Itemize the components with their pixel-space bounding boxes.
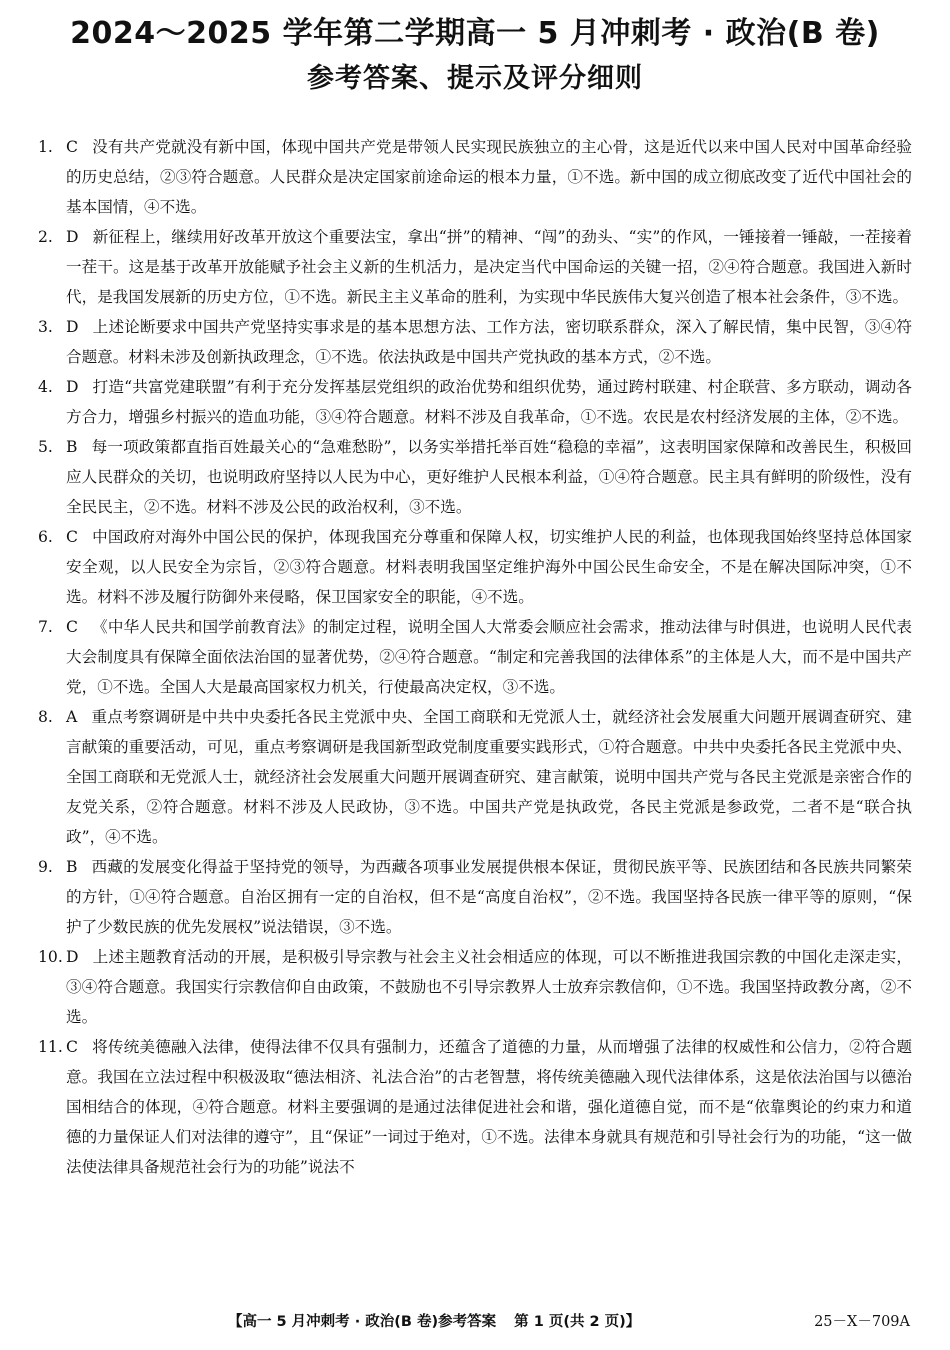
answer-item xyxy=(38,702,912,852)
answer-key: B xyxy=(66,438,78,456)
answer-number: 11. xyxy=(38,1038,63,1056)
answer-item xyxy=(38,1032,912,1182)
answer-explanation: 上述主题教育活动的开展，是积极引导宗教与社会主义社会相适应的体现，可以不断推进我国宗教的中国化走深走实，③④符合题意。我国实行宗教信仰自由政策，不鼓励也不引导宗教界人士放弃宗教信仰，①不选。我国坚持政教分离，②不选。 xyxy=(66,948,912,1026)
answer-explanation: 打造“共富党建联盟”有利于充分发挥基层党组织的政治优势和组织优势，通过跨村联建、村企联营、多方联动，调动各方合力，增强乡村振兴的造血功能，③④符合题意。材料不涉及自我革命，①不选。农民是农村经济发展的主体，②不选。 xyxy=(66,378,912,426)
footer-label xyxy=(228,1310,640,1334)
answer-key: D xyxy=(66,228,79,246)
answer-explanation: 将传统美德融入法律，使得法律不仅具有强制力，还蕴含了道德的力量，从而增强了法律的权威性和公信力，②符合题意。我国在立法过程中积极汲取“德法相济、礼法合治”的古老智慧，将传统美德融入现代法律体系，这是依法治国与以德治国相结合的体现，④符合题意。材料主要强调的是通过法律促进社会和谐，强化道德自觉，而不是“依靠舆论的约束力和道德的力量保证人们对法律的遵守”，且“保证”一词过于绝对，①不选。法律本身就具有规范和引导社会行为的功能，“这一做法使法律具备规范社会行为的功能”说法不 xyxy=(66,1038,912,1176)
answer-key: D xyxy=(66,948,79,966)
answer-number: 8. xyxy=(38,708,53,726)
answer-key: B xyxy=(66,858,78,876)
answer-item xyxy=(38,222,912,312)
page-footer xyxy=(0,1310,950,1334)
answer-item xyxy=(38,852,912,942)
page-title: 2024～2025 学年第二学期高一 5 月冲刺考 · 政治(B 卷) xyxy=(70,16,880,51)
answer-item xyxy=(38,612,912,702)
answer-explanation: 每一项政策都直指百姓最关心的“急难愁盼”，以务实举措托举百姓“稳稳的幸福”，这表明国家保障和改善民生，积极回应人民群众的关切，也说明政府坚持以人民为中心，更好维护人民根本利益，①④符合题意。民主具有鲜明的阶级性，没有全民民主，②不选。材料不涉及公民的政治权利，③不选。 xyxy=(66,438,912,516)
answer-list xyxy=(38,132,912,1182)
answer-number: 4. xyxy=(38,378,53,396)
answer-number: 3. xyxy=(38,318,53,336)
answer-key: C xyxy=(66,528,78,546)
answer-number: 5. xyxy=(38,438,53,456)
footer-exam-label: 【高一 5 月冲刺考 · 政治(B 卷)参考答案 xyxy=(228,1314,497,1330)
answer-key: C xyxy=(66,618,78,636)
answer-number: 9. xyxy=(38,858,53,876)
answer-explanation: 《中华人民共和国学前教育法》的制定过程，说明全国人大常委会顺应社会需求，推动法律与时俱进，也说明人民代表大会制度具有保障全面依法治国的显著优势，②④符合题意。“制定和完善我国的法律体系”的主体是人大，而不是中国共产党，①不选。全国人大是最高国家权力机关，行使最高决定权，③不选。 xyxy=(66,618,912,696)
answer-explanation: 新征程上，继续用好改革开放这个重要法宝，拿出“拼”的精神、“闯”的劲头、“实”的作风，一锤接着一锤敲，一茬接着一茬干。这是基于改革开放能赋予社会主义新的生机活力，是决定当代中国命运的关键一招，②④符合题意。我国进入新时代，是我国发展新的历史方位，①不选。新民主主义革命的胜利，为实现中华民族伟大复兴创造了根本社会条件，③不选。 xyxy=(66,228,912,306)
answer-item xyxy=(38,432,912,522)
answer-item xyxy=(38,942,912,1032)
answer-explanation: 中国政府对海外中国公民的保护，体现我国充分尊重和保障人权，切实维护人民的利益，也体现我国始终坚持总体国家安全观，以人民安全为宗旨，②③符合题意。材料表明我国坚定维护海外中国公民生命安全，不是在解决国际冲突，①不选。材料不涉及履行防御外来侵略，保卫国家安全的职能，④不选。 xyxy=(66,528,912,606)
answer-number: 2. xyxy=(38,228,53,246)
answer-explanation: 上述论断要求中国共产党坚持实事求是的基本思想方法、工作方法，密切联系群众，深入了解民情，集中民智，③④符合题意。材料未涉及创新执政理念，①不选。依法执政是中国共产党执政的基本方式，②不选。 xyxy=(66,318,912,366)
answer-key: A xyxy=(66,708,78,726)
answer-key: C xyxy=(66,138,78,156)
answer-key: D xyxy=(66,378,79,396)
answer-number: 6. xyxy=(38,528,53,546)
answer-item xyxy=(38,132,912,222)
footer-page-number: 第 1 页(共 2 页)】 xyxy=(514,1314,641,1330)
answer-explanation: 没有共产党就没有新中国，体现中国共产党是带领人民实现民族独立的主心骨，这是近代以来中国人民对中国革命经验的历史总结，②③符合题意。人民群众是决定国家前途命运的根本力量，①不选。新中国的成立彻底改变了近代中国社会的基本国情，④不选。 xyxy=(66,138,912,216)
answer-item xyxy=(38,312,912,372)
answer-number: 1. xyxy=(38,138,53,156)
answer-number: 10. xyxy=(38,948,63,966)
answer-key: C xyxy=(66,1038,78,1056)
footer-document-code: 25－X－709A xyxy=(814,1314,910,1330)
answer-explanation: 西藏的发展变化得益于坚持党的领导，为西藏各项事业发展提供根本保证，贯彻民族平等、民族团结和各民族共同繁荣的方针，①④符合题意。自治区拥有一定的自治权，但不是“高度自治权”，②不选。我国坚持各民族一律平等的原则，“保护了少数民族的优先发展权”说法错误，③不选。 xyxy=(66,858,912,936)
answer-item xyxy=(38,372,912,432)
answer-number: 7. xyxy=(38,618,53,636)
page-subtitle: 参考答案、提示及评分细则 xyxy=(307,63,643,94)
answer-key: D xyxy=(66,318,79,336)
answer-item xyxy=(38,522,912,612)
answer-explanation: 重点考察调研是中共中央委托各民主党派中央、全国工商联和无党派人士，就经济社会发展重大问题开展调查研究、建言献策的重要活动，可见，重点考察调研是我国新型政党制度重要实践形式，①符合题意。中共中央委托各民主党派中央、全国工商联和无党派人士，就经济社会发展重大问题开展调查研究、建言献策，说明中国共产党与各民主党派是亲密合作的友党关系，②符合题意。材料不涉及人民政协，③不选。中国共产党是执政党，各民主党派是参政党，二者不是“联合执政”，④不选。 xyxy=(66,708,912,846)
